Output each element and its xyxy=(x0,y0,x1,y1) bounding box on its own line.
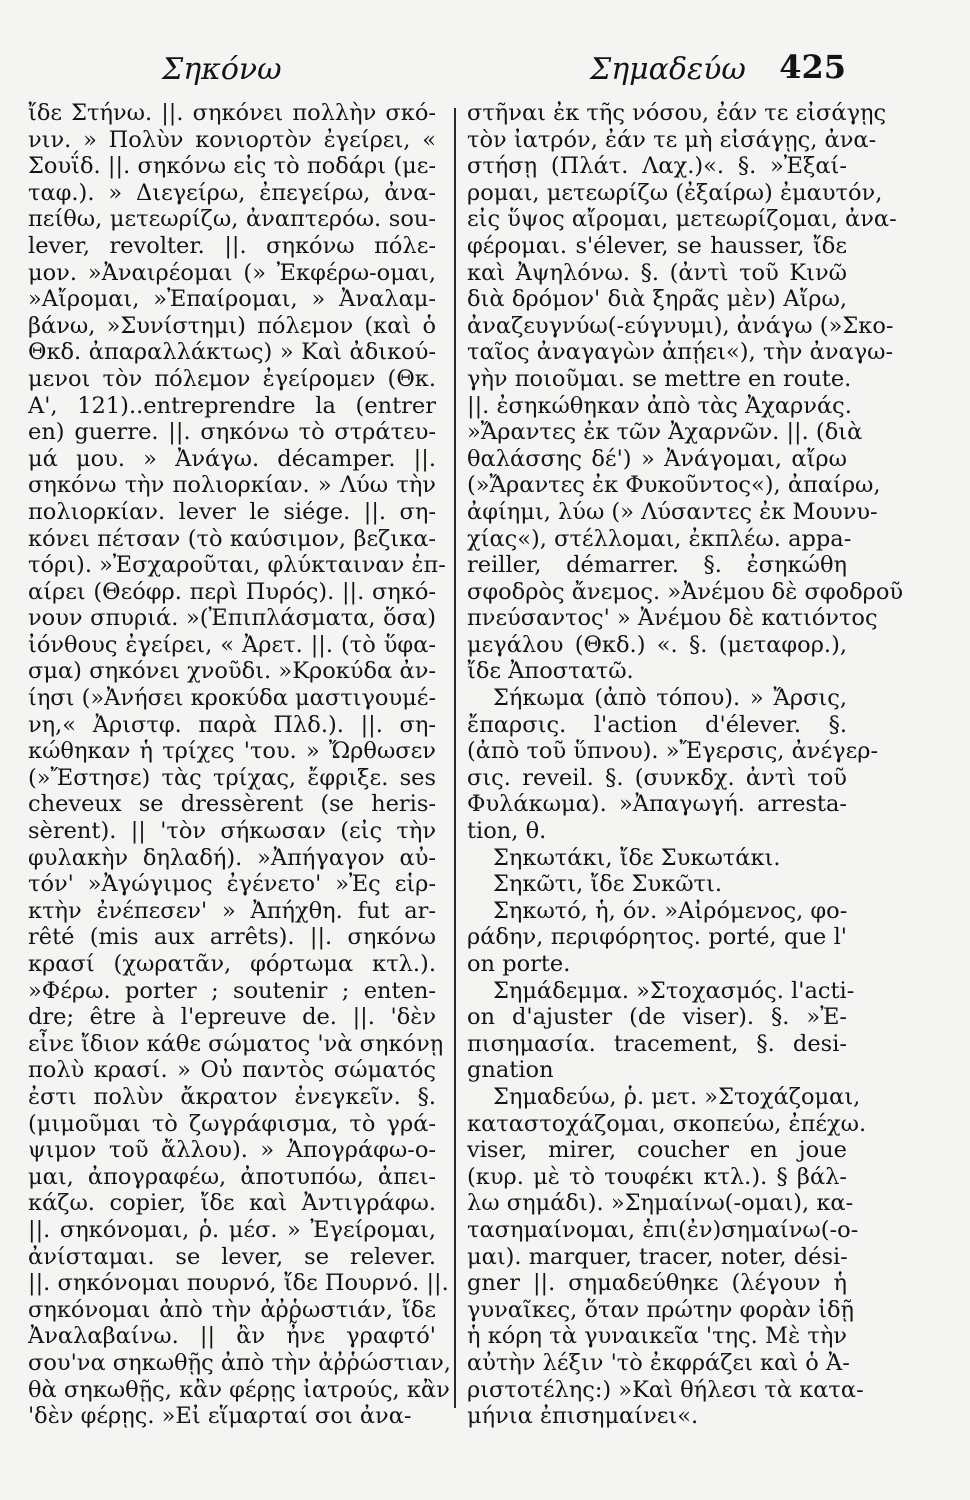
right-column-line: Σηκωτάκι, ἴδε Συκωτάκι. xyxy=(493,844,781,871)
left-column-line: αίρει (Θεόφρ. περὶ Πυρός). ||. σηκό- xyxy=(28,578,436,605)
right-column-line: μήνια ἐπισημαίνει«. xyxy=(467,1403,699,1430)
left-column-line: μαι, ἀπογραφέω, ἀποτυπόω, ἀπει- xyxy=(28,1163,436,1190)
right-column-line: Σηκῶτι, ἴδε Συκῶτι. xyxy=(493,871,722,898)
left-column-line: νιν. » Πολὺν κονιορτὸν ἐγείρει, « xyxy=(28,126,436,153)
left-column-line: κώθηκαν ἡ τρίχες 'του. » Ὤρθωσεν xyxy=(28,738,436,765)
left-column-line: Θκδ. ἀπαραλλάκτως) » Καὶ ἀδικού- xyxy=(28,339,436,366)
right-column-line: τὸν ἰατρόν, ἐάν τε μὴ εἰσάγῃς, ἀνα- xyxy=(467,126,877,153)
right-column-line: ταῖος ἀναγαγὼν ἀπῄει«), τὴν ἀναγω- xyxy=(467,339,894,366)
right-column-line: »Ἄραντες ἐκ τῶν Ἀχαρνῶν. ||. (διὰ xyxy=(467,419,863,446)
left-column-line: νουν σπυριά. »(Ἐπιπλάσματα, ὅσα) xyxy=(28,605,436,632)
right-column-line: Φυλάκωμα). »Ἀπαγωγή. arresta- xyxy=(467,791,847,818)
right-column-line: gner ||. σημαδεύθηκε (λέγουν ἡ xyxy=(467,1270,847,1297)
right-column-line: (κυρ. μὲ τὸ τουφέκι κτλ.). § βάλ- xyxy=(467,1163,847,1190)
right-column-line: στήσῃ (Πλάτ. Λαχ.)«. §. »Ἐξαί- xyxy=(467,153,847,180)
right-column-line: στῆναι ἐκ τῆς νόσου, ἐάν τε εἰσάγῃς xyxy=(467,100,887,126)
left-column-line: Ἀναλαβαίνω. || ἂν ἦνε γραφτό' xyxy=(28,1323,436,1350)
right-column-line: διὰ δρόμον' διὰ ξηρᾶς μὲν) Αἴρω, xyxy=(467,286,847,313)
left-column-line: Α', 121)..entreprendre la (entrer xyxy=(28,392,436,419)
left-column-line: κάζω. copier, ἴδε καὶ Ἀντιγράφω. xyxy=(28,1190,436,1217)
right-column-line: φέρομαι. s'élever, se hausser, ἴδε xyxy=(467,232,847,259)
left-column-line: (μιμοῦμαι τὸ ζωγράφισμα, τὸ γρά- xyxy=(28,1110,436,1137)
right-column-line: λω σημάδι). »Σημαίνω(-ομαι), κα- xyxy=(467,1190,854,1217)
right-column-line: tion, θ. xyxy=(467,818,547,845)
right-column-line: ρομαι, μετεωρίζω (ἐξαίρω) ἐμαυτόν, xyxy=(467,179,883,206)
left-column-line: ||. σηκόνομαι, ῥ. μέσ. » Ἐγείρομαι, xyxy=(28,1216,436,1243)
right-column-line: εἰς ὕψος αἴρομαι, μετεωρίζομαι, ἀνα- xyxy=(467,206,897,233)
column-divider xyxy=(454,108,456,1408)
page-number: 425 xyxy=(779,48,846,86)
left-column-line: κόνει πέτσαν (τὸ καύσιμον, βεζικα- xyxy=(28,525,436,552)
right-column-line: ράδην, περιφόρητος. porté, que l' xyxy=(467,924,847,951)
right-column-line: τασημαίνομαι, ἐπι(ἐν)σημαίνω(-ο- xyxy=(467,1216,859,1243)
running-head-left: Σηκόνω xyxy=(162,52,282,87)
right-column-line: (ἀπὸ τοῦ ὕπνου). »Ἔγερσις, ἀνέγερ- xyxy=(467,738,879,765)
left-column-line: ||. σηκόνομαι πουρνό, ἴδε Πουρνό. ||. xyxy=(28,1270,449,1297)
left-column-line: Σουΐδ. ||. σηκόνω εἰς τὸ ποδάρι (με- xyxy=(28,153,436,180)
right-column-line: (»Ἄραντες ἐκ Φυκοῦντος«), ἀπαίρω, xyxy=(467,472,881,499)
left-column xyxy=(28,100,451,1430)
right-column-line: μεγάλου (Θκδ.) «. §. (μεταφορ.), xyxy=(467,631,847,658)
left-column-line: κρασί (χωρατᾶν, φόρτωμα κτλ.). xyxy=(28,951,436,977)
left-column-line: φυλακὴν δηλαδή). »Ἀπήγαγον αὐ- xyxy=(28,844,436,871)
right-column-line: μαι). marquer, tracer, noter, dési- xyxy=(467,1243,848,1270)
right-column-line: on porte. xyxy=(467,951,571,977)
left-column-line: en) guerre. ||. σηκόνω τὸ στράτευ- xyxy=(28,419,436,446)
left-column-line: μενοι τὸν πόλεμον ἐγείρομεν (Θκ. xyxy=(28,365,436,392)
left-column-line: μά μου. » Ἀνάγω. décamper. ||. xyxy=(28,445,436,472)
right-column-line: Σηκωτό, ἡ, όν. »Αἰρόμενος, φο- xyxy=(493,897,848,924)
left-column-line: ψιμον τοῦ ἄλλου). » Ἀπογράφω-ο- xyxy=(28,1137,436,1164)
left-column-line: πολιορκίαν. lever le siége. ||. ση- xyxy=(28,498,436,525)
right-column-line: viser, mirer, coucher en joue xyxy=(467,1137,847,1164)
right-column-line: ||. ἐσηκώθηκαν ἀπὸ τὰς Ἀχαρνάς. xyxy=(467,392,852,419)
right-column-line: θαλάσσης δέ') » Ἀνάγομαι, αἴρω xyxy=(467,445,847,472)
running-head-right: Σημαδεύω xyxy=(590,52,746,87)
right-column-line: σφοδρὸς ἄνεμος. »Ἀνέμου δὲ σφοδροῦ xyxy=(467,578,904,605)
right-column-line: σις. reveil. §. (συνκδχ. ἀντὶ τοῦ xyxy=(467,764,847,791)
left-column-line: 'δὲν φέρῃς. »Εἰ εἵμαρταί σοι ἀνα- xyxy=(28,1403,412,1430)
right-column-line: ἡ κόρη τὰ γυναικεῖα 'της. Μὲ τὴν xyxy=(467,1323,847,1350)
right-column-line: gnation xyxy=(467,1057,554,1084)
left-column-line: ἴδε Στήνω. ||. σηκόνει πολλὴν σκό- xyxy=(28,100,436,126)
right-column-line: καταστοχάζομαι, σκοπεύω, ἐπέχω. xyxy=(467,1110,867,1137)
right-column xyxy=(467,100,904,1430)
right-column-line: ἴδε Ἀποστατῶ. xyxy=(467,658,634,685)
right-column-line: πισημασία. tracement, §. desi- xyxy=(467,1030,847,1057)
left-column-line: »Φέρω. porter ; soutenir ; enten- xyxy=(28,977,436,1004)
right-column-line: Σημάδεμμα. »Στοχασμός. l'acti- xyxy=(493,977,855,1004)
left-column-line: εἶνε ἴδιον κάθε σώματος 'νὰ σηκόνῃ xyxy=(28,1030,444,1057)
left-column-line: (»Ἔστησε) τὰς τρίχας, ἔφριξε. ses xyxy=(28,764,436,791)
left-column-line: σμα) σηκόνει χνοῦδι. »Κροκύδα ἀν- xyxy=(28,658,436,685)
left-column-line: πείθω, μετεωρίζω, ἀναπτερόω. sou- xyxy=(28,206,436,233)
left-column-line: μον. »Ἀναιρέομαι (» Ἐκφέρω-ομαι, xyxy=(28,259,436,286)
left-column-line: θὰ σηκωθῇς, κἂν φέρῃς ἰατρούς, κἂν xyxy=(28,1376,450,1403)
right-column-line: ριστοτέλης:) »Καὶ θήλεσι τὰ κατα- xyxy=(467,1376,864,1403)
left-column-line: ἀνίσταμαι. se lever, se relever. xyxy=(28,1243,436,1270)
right-column-line: Σήκωμα (ἀπὸ τόπου). » Ἄρσις, xyxy=(493,685,847,712)
right-column-line: reiller, démarrer. §. ἐσηκώθη xyxy=(467,552,847,579)
left-column-line: dre; être à l'epreuve de. ||. 'δὲν xyxy=(28,1004,436,1031)
left-column-line: τόν' »Ἀγώγιμος ἐγένετο' »Ἐς εἱρ- xyxy=(28,871,436,898)
left-column-line: ίησι (»Ἀνήσει κροκύδα μαστιγουμέ- xyxy=(28,685,437,712)
right-column-line: ἀφίημι, λύω (» Λύσαντες ἐκ Μουνυ- xyxy=(467,498,878,525)
right-column-line: ἔπαρσις. l'action d'élever. §. xyxy=(467,711,847,738)
left-column-line: ταφ.). » Διεγείρω, ἐπεγείρω, ἀνα- xyxy=(28,179,436,206)
right-column-line: γυναῖκες, ὅταν πρώτην φορὰν ἰδῇ xyxy=(467,1296,854,1323)
left-column-line: σου'να σηκωθῇς ἀπὸ τὴν ἀῤῥώστιαν, xyxy=(28,1349,451,1376)
right-column-line: Σημαδεύω, ῥ. μετ. »Στοχάζομαι, xyxy=(493,1083,861,1110)
right-column-line: πνεύσαντος' » Ἀνέμου δὲ κατιόντος xyxy=(467,605,878,632)
right-column-line: ἀναζευγνύω(-εύγνυμι), ἀνάγω (»Σκο- xyxy=(467,312,894,339)
left-column-line: τόρι). »Ἐσχαροῦται, φλύκταιναν ἐπ- xyxy=(28,552,446,579)
left-column-line: rêté (mis aux arrêts). ||. σηκόνω xyxy=(28,924,436,951)
left-column-line: sèrent). || 'τὸν σήκωσαν (εἰς τὴν xyxy=(28,818,436,845)
left-column-line: ἰόνθους ἐγείρει, « Ἀρετ. ||. (τὸ ὕφα- xyxy=(28,631,436,658)
right-column-line: αὐτὴν λέξιν 'τὸ ἐκφράζει καὶ ὁ Ἀ- xyxy=(467,1349,850,1376)
right-column-line: on d'ajuster (de viser). §. »Ἐ- xyxy=(467,1004,847,1031)
left-column-line: νη,« Ἀριστφ. παρὰ Πλδ.). ||. ση- xyxy=(28,711,436,738)
left-column-line: κτὴν ἐνέπεσεν' » Ἀπήχθη. fut ar- xyxy=(28,897,436,924)
page-header xyxy=(150,44,850,94)
right-column-line: χίας«), στέλλομαι, ἐκπλέω. appa- xyxy=(467,525,852,552)
left-column-line: βάνω, »Συνίστημι) πόλεμον (καὶ ὁ xyxy=(28,312,436,339)
right-column-line: καὶ Ἀψηλόνω. §. (ἀντὶ τοῦ Κινῶ xyxy=(467,259,847,286)
left-column-line: cheveux se dressèrent (se heris- xyxy=(28,791,436,818)
left-column-line: σηκόνω τὴν πολιορκίαν. » Λύω τὴν xyxy=(28,472,436,499)
right-column-line: γὴν ποιοῦμαι. se mettre en route. xyxy=(467,365,852,392)
left-column-line: σηκόνομαι ἀπὸ τὴν ἀῤῥωστιάν, ἴδε xyxy=(28,1296,436,1323)
left-column-line: lever, revolter. ||. σηκόνω πόλε- xyxy=(28,232,436,259)
left-column-line: πολὺ κρασί. » Οὐ παντὸς σώματός xyxy=(28,1057,436,1084)
left-column-line: ἐστι πολὺν ἄκρατον ἐνεγκεῖν. §. xyxy=(28,1083,436,1110)
left-column-line: »Αἴρομαι, »Ἐπαίρομαι, » Ἀναλαμ- xyxy=(28,286,436,313)
